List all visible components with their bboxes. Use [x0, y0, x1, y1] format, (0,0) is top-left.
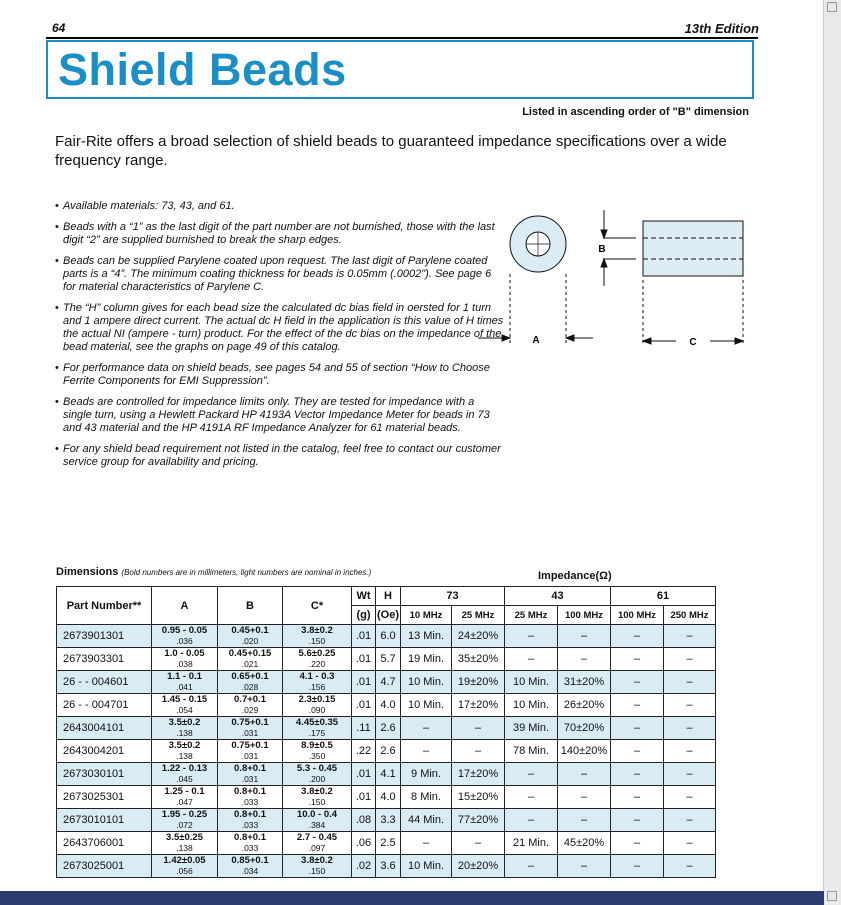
table-body	[57, 625, 716, 878]
cell-impedance: –	[664, 786, 716, 809]
cell-dim-c	[283, 855, 352, 878]
cell-part-number: 2673901301	[57, 625, 152, 648]
cell-dim-c-mm: 4.1 - 0.3	[299, 671, 335, 682]
order-note: Listed in ascending order of "B" dimension	[522, 106, 749, 118]
cell-impedance: –	[558, 855, 611, 878]
cell-impedance: –	[505, 786, 558, 809]
cell-dim-a-mm: 1.25 - 0.1	[164, 786, 205, 797]
col-wt-unit: (g)	[352, 606, 376, 625]
cell-dim-a	[152, 786, 218, 809]
cell-dim-b	[218, 832, 283, 855]
table-row	[57, 717, 716, 740]
cell-dim-b	[218, 694, 283, 717]
cell-impedance: 26±20%	[558, 694, 611, 717]
cell-impedance: –	[664, 625, 716, 648]
cell-dim-c-inch: .384	[308, 820, 326, 830]
vertical-scrollbar[interactable]	[823, 0, 841, 905]
cell-dim-b	[218, 763, 283, 786]
cell-dim-b-mm: 0.8+0.1	[234, 786, 266, 797]
scrollbar-marker-top	[827, 2, 837, 12]
cell-part-number: 2673025301	[57, 786, 152, 809]
cell-dim-a-inch: .054	[176, 705, 193, 715]
cell-dim-a-inch: .072	[176, 820, 193, 830]
cell-dim-c-mm: 3.8±0.2	[301, 786, 333, 797]
cell-impedance: –	[401, 717, 452, 740]
cell-impedance: 17±20%	[452, 763, 505, 786]
cell-impedance: –	[611, 832, 664, 855]
cell-impedance: 44 Min.	[401, 809, 452, 832]
cell-part-number: 26 - - 004601	[57, 671, 152, 694]
cell-impedance: –	[558, 786, 611, 809]
col-wt: Wt	[352, 587, 376, 606]
col-h-unit: (Oe)	[376, 606, 401, 625]
cell-dim-c-mm: 2.7 - 0.45	[296, 832, 338, 843]
cell-dim-c	[283, 763, 352, 786]
cell-impedance: –	[664, 809, 716, 832]
col-material-73: 73	[401, 587, 505, 606]
horizontal-scroll-strip[interactable]	[0, 891, 824, 905]
cell-impedance: 10 Min.	[401, 694, 452, 717]
cell-part-number: 2673903301	[57, 648, 152, 671]
cell-impedance: –	[664, 740, 716, 763]
cell-dim-b	[218, 671, 283, 694]
cell-impedance: –	[558, 625, 611, 648]
cell-dim-a-inch: .056	[176, 866, 193, 876]
col-c: C*	[283, 587, 352, 625]
cell-h-field: 5.7	[376, 648, 401, 671]
col-a: A	[152, 587, 218, 625]
cell-impedance: 10 Min.	[401, 671, 452, 694]
cell-impedance: –	[611, 786, 664, 809]
cell-weight: .11	[352, 717, 376, 740]
cell-impedance: –	[505, 855, 558, 878]
bullet-item: • Beads are controlled for impedance limits only. They are tested for impedance with a single turn, using a Hewlett Packard HP 4193A Vector Impedance Meter for beads in 73 and 43 material and the HP 4191A RF Impedance Analyzer for 61 material beads.	[55, 396, 505, 435]
table-row	[57, 671, 716, 694]
cell-dim-b-inch: .031	[241, 774, 259, 784]
cell-dim-b-mm: 0.8+0.1	[234, 832, 266, 843]
col-h: H	[376, 587, 401, 606]
cell-impedance: 13 Min.	[401, 625, 452, 648]
scrollbar-marker-bottom	[827, 891, 837, 901]
bead-dimension-diagram	[478, 196, 768, 356]
cell-dim-b	[218, 648, 283, 671]
cell-dim-c-mm: 4.45±0.35	[295, 717, 339, 728]
cell-impedance: –	[558, 809, 611, 832]
shield-beads-table	[56, 586, 716, 878]
cell-impedance: 19±20%	[452, 671, 505, 694]
cell-weight: .01	[352, 625, 376, 648]
cell-impedance: –	[611, 717, 664, 740]
cell-impedance: –	[558, 763, 611, 786]
cell-weight: .06	[352, 832, 376, 855]
cell-dim-c	[283, 625, 352, 648]
cell-dim-a-mm: 1.22 - 0.13	[161, 763, 208, 774]
cell-impedance: –	[664, 671, 716, 694]
dimensions-note: (Bold numbers are in millimeters, light numbers are nominal in inches.)	[121, 568, 372, 577]
cell-dim-b	[218, 809, 283, 832]
cell-impedance: –	[611, 855, 664, 878]
cell-dim-c	[283, 786, 352, 809]
col-material-61: 61	[611, 587, 716, 606]
cell-dim-b	[218, 786, 283, 809]
cell-dim-b-mm: 0.7+0.1	[234, 694, 266, 705]
cell-impedance: 8 Min.	[401, 786, 452, 809]
cell-h-field: 6.0	[376, 625, 401, 648]
cell-part-number: 2673010101	[57, 809, 152, 832]
cell-dim-a-mm: 1.42±0.05	[163, 855, 206, 866]
table-row	[57, 855, 716, 878]
col-43-100mhz: 100 MHz	[558, 606, 611, 625]
dimension-label-a: A	[532, 335, 540, 346]
cell-impedance: 77±20%	[452, 809, 505, 832]
table-row	[57, 763, 716, 786]
bullet-item: • Available materials: 73, 43, and 61.	[55, 200, 505, 213]
cell-dim-a-mm: 0.95 - 0.05	[161, 625, 208, 636]
cell-dim-b-inch: .034	[241, 866, 259, 876]
cell-dim-c-mm: 5.6±0.25	[298, 648, 336, 659]
cell-dim-c-inch: .150	[308, 636, 326, 646]
cell-dim-a-inch: .038	[176, 659, 193, 669]
cell-dim-b	[218, 855, 283, 878]
cell-weight: .01	[352, 648, 376, 671]
cell-dim-a	[152, 832, 218, 855]
title-box	[46, 40, 754, 99]
cell-impedance: –	[611, 763, 664, 786]
cell-dim-a-inch: .047	[176, 797, 193, 807]
cell-dim-a	[152, 671, 218, 694]
cell-dim-c-mm: 3.8±0.2	[301, 625, 333, 636]
cell-dim-a	[152, 855, 218, 878]
cell-impedance: 17±20%	[452, 694, 505, 717]
table-row	[57, 648, 716, 671]
cell-impedance: –	[505, 648, 558, 671]
cell-dim-a	[152, 740, 218, 763]
cell-h-field: 3.3	[376, 809, 401, 832]
cell-impedance: 15±20%	[452, 786, 505, 809]
cell-part-number: 2643004101	[57, 717, 152, 740]
cell-dim-b	[218, 717, 283, 740]
cell-impedance: –	[664, 832, 716, 855]
cell-dim-c-inch: .350	[308, 751, 326, 761]
cell-impedance: –	[611, 694, 664, 717]
side-view-drawing	[601, 210, 743, 346]
cell-dim-b-mm: 0.75+0.1	[231, 717, 269, 728]
cell-weight: .01	[352, 671, 376, 694]
cell-impedance: –	[401, 832, 452, 855]
cell-dim-c-mm: 10.0 - 0.4	[296, 809, 338, 820]
cell-impedance: –	[611, 740, 664, 763]
cell-dim-a	[152, 648, 218, 671]
cell-impedance: 19 Min.	[401, 648, 452, 671]
bullet-item: • For performance data on shield beads, see pages 54 and 55 of section “How to Choose Ferrite Components for EMI Suppression”.	[55, 362, 505, 388]
cell-impedance: 21 Min.	[505, 832, 558, 855]
cell-impedance: –	[401, 740, 452, 763]
cell-h-field: 2.6	[376, 740, 401, 763]
table-row	[57, 625, 716, 648]
col-73-25mhz: 25 MHz	[452, 606, 505, 625]
cell-impedance: –	[505, 625, 558, 648]
edition-label: 13th Edition	[684, 21, 759, 36]
impedance-caption: Impedance(Ω)	[538, 570, 612, 582]
cell-dim-b-inch: .020	[241, 636, 259, 646]
cell-dim-b	[218, 625, 283, 648]
cell-dim-b-inch: .033	[241, 843, 259, 853]
cell-dim-c-inch: .200	[308, 774, 326, 784]
cell-dim-b-mm: 0.8+0.1	[234, 763, 266, 774]
cell-impedance: –	[664, 763, 716, 786]
cell-dim-b-inch: .029	[241, 705, 259, 715]
cell-dim-c	[283, 740, 352, 763]
header-rule	[46, 37, 758, 39]
cell-dim-c-mm: 5.3 - 0.45	[296, 763, 338, 774]
cell-dim-a-mm: 3.5±0.2	[168, 740, 201, 751]
cell-dim-c-inch: .097	[308, 843, 326, 853]
cell-h-field: 2.6	[376, 717, 401, 740]
cell-dim-c-mm: 2.3±0.15	[298, 694, 336, 705]
cell-dim-c	[283, 671, 352, 694]
cell-impedance: 10 Min.	[505, 671, 558, 694]
cell-dim-b-mm: 0.65+0.1	[231, 671, 269, 682]
bullet-item: • Beads can be supplied Parylene coated upon request. The last digit of Parylene coated parts is a “4”. The minimum coating thickness for beads is 0.05mm (.0002"). See page 6 for material characteristics of Parylene C.	[55, 255, 505, 294]
cell-h-field: 4.0	[376, 786, 401, 809]
table-row	[57, 809, 716, 832]
col-61-100mhz: 100 MHz	[611, 606, 664, 625]
cell-part-number: 2673030101	[57, 763, 152, 786]
cell-dim-c	[283, 717, 352, 740]
cell-impedance: 70±20%	[558, 717, 611, 740]
col-73-10mhz: 10 MHz	[401, 606, 452, 625]
cell-impedance: –	[664, 694, 716, 717]
cell-h-field: 4.1	[376, 763, 401, 786]
cell-dim-c-inch: .220	[308, 659, 326, 669]
cell-impedance: 31±20%	[558, 671, 611, 694]
cell-impedance: 10 Min.	[401, 855, 452, 878]
cell-weight: .22	[352, 740, 376, 763]
cell-h-field: 2.5	[376, 832, 401, 855]
end-view-drawing	[478, 216, 593, 346]
cell-dim-a	[152, 809, 218, 832]
cell-impedance: 39 Min.	[505, 717, 558, 740]
cell-dim-b-inch: .021	[241, 659, 259, 669]
cell-dim-c	[283, 809, 352, 832]
cell-dim-b-mm: 0.45+0.15	[228, 648, 272, 659]
cell-dim-c-mm: 3.8±0.2	[301, 855, 333, 866]
cell-dim-b-mm: 0.8+0.1	[234, 809, 266, 820]
cell-impedance: –	[611, 648, 664, 671]
cell-impedance: 20±20%	[452, 855, 505, 878]
cell-impedance: –	[611, 809, 664, 832]
bullet-list	[55, 200, 505, 477]
cell-impedance: –	[505, 809, 558, 832]
cell-dim-c-inch: .175	[308, 728, 326, 738]
cell-dim-a-mm: 1.45 - 0.15	[161, 694, 208, 705]
cell-dim-c	[283, 832, 352, 855]
table-row	[57, 740, 716, 763]
cell-dim-a-inch: .045	[176, 774, 193, 784]
cell-dim-b-mm: 0.85+0.1	[231, 855, 269, 866]
dimension-label-c: C	[689, 337, 697, 348]
cell-h-field: 4.0	[376, 694, 401, 717]
cell-dim-a-inch: .036	[176, 636, 193, 646]
cell-dim-c	[283, 648, 352, 671]
cell-impedance: –	[664, 717, 716, 740]
cell-impedance: –	[664, 648, 716, 671]
table-row	[57, 694, 716, 717]
cell-dim-c-mm: 8.9±0.5	[301, 740, 333, 751]
cell-impedance: 140±20%	[558, 740, 611, 763]
cell-impedance: –	[452, 740, 505, 763]
cell-dim-a-inch: .041	[176, 682, 193, 692]
cell-impedance: –	[611, 671, 664, 694]
cell-dim-a-mm: 1.95 - 0.25	[161, 809, 208, 820]
cell-impedance: 35±20%	[452, 648, 505, 671]
cell-impedance: –	[452, 832, 505, 855]
cell-dim-a	[152, 763, 218, 786]
col-b: B	[218, 587, 283, 625]
col-43-25mhz: 25 MHz	[505, 606, 558, 625]
page-number: 64	[52, 21, 66, 35]
cell-dim-a	[152, 694, 218, 717]
cell-impedance: 10 Min.	[505, 694, 558, 717]
table-row	[57, 832, 716, 855]
col-part-number: Part Number**	[57, 587, 152, 625]
cell-dim-b-mm: 0.75+0.1	[231, 740, 269, 751]
cell-h-field: 4.7	[376, 671, 401, 694]
cell-part-number: 2643706001	[57, 832, 152, 855]
col-material-43: 43	[505, 587, 611, 606]
cell-impedance: 9 Min.	[401, 763, 452, 786]
cell-part-number: 2673025001	[57, 855, 152, 878]
cell-dim-b-mm: 0.45+0.1	[231, 625, 269, 636]
dimensions-label: Dimensions	[56, 566, 119, 578]
bullet-item: • For any shield bead requirement not listed in the catalog, feel free to contact our customer service group for availability and pricing.	[55, 443, 505, 469]
cell-weight: .01	[352, 694, 376, 717]
cell-dim-b-inch: .033	[241, 797, 259, 807]
page-title: Shield Beads	[58, 44, 347, 95]
cell-dim-b-inch: .028	[241, 682, 259, 692]
bullet-item: • Beads with a “1” as the last digit of the part number are not burnished, those with the last digit “2” are supplied burnished to break the sharp edges.	[55, 221, 505, 247]
cell-dim-a-mm: 1.1 - 0.1	[167, 671, 202, 682]
cell-dim-a	[152, 625, 218, 648]
cell-dim-a-mm: 1.0 - 0.05	[164, 648, 205, 659]
cell-dim-b-inch: .031	[241, 728, 259, 738]
dimensions-caption	[56, 566, 371, 578]
cell-h-field: 3.6	[376, 855, 401, 878]
cell-impedance: 24±20%	[452, 625, 505, 648]
cell-dim-c-inch: .090	[308, 705, 326, 715]
cell-weight: .01	[352, 763, 376, 786]
cell-weight: .02	[352, 855, 376, 878]
table-header-row	[57, 587, 716, 606]
cell-impedance: –	[611, 625, 664, 648]
cell-dim-c-inch: .156	[308, 682, 326, 692]
intro-paragraph: Fair-Rite offers a broad selection of shield beads to guaranteed impedance specifications over a wide frequency range.	[55, 133, 727, 169]
cell-impedance: –	[664, 855, 716, 878]
cell-impedance: 45±20%	[558, 832, 611, 855]
cell-weight: .08	[352, 809, 376, 832]
dimension-label-b: B	[598, 244, 606, 255]
cell-dim-b	[218, 740, 283, 763]
cell-impedance: 78 Min.	[505, 740, 558, 763]
cell-impedance: –	[505, 763, 558, 786]
cell-dim-a-inch: .138	[176, 843, 193, 853]
cell-dim-c-inch: .150	[308, 797, 326, 807]
col-61-250mhz: 250 MHz	[664, 606, 716, 625]
cell-impedance: –	[452, 717, 505, 740]
cell-part-number: 2643004201	[57, 740, 152, 763]
cell-dim-b-inch: .033	[241, 820, 259, 830]
table-row	[57, 786, 716, 809]
cell-dim-c-inch: .150	[308, 866, 326, 876]
cell-dim-a-mm: 3.5±0.25	[166, 832, 203, 843]
cell-part-number: 26 - - 004701	[57, 694, 152, 717]
cell-dim-a-inch: .138	[176, 728, 193, 738]
cell-dim-a	[152, 717, 218, 740]
cell-dim-c	[283, 694, 352, 717]
cell-dim-a-inch: .138	[176, 751, 193, 761]
cell-weight: .01	[352, 786, 376, 809]
bullet-item: • The “H” column gives for each bead size the calculated dc bias field in oersted for 1 turn and 1 ampere direct current. The actual dc H field in the application is this value of H times the actual NI (ampere - turn) product. For the effect of the dc bias on the impedance of the bead material, see the graphs on page 49 of this catalog.	[55, 302, 505, 354]
cell-dim-b-inch: .031	[241, 751, 259, 761]
cell-impedance: –	[558, 648, 611, 671]
cell-dim-a-mm: 3.5±0.2	[168, 717, 201, 728]
